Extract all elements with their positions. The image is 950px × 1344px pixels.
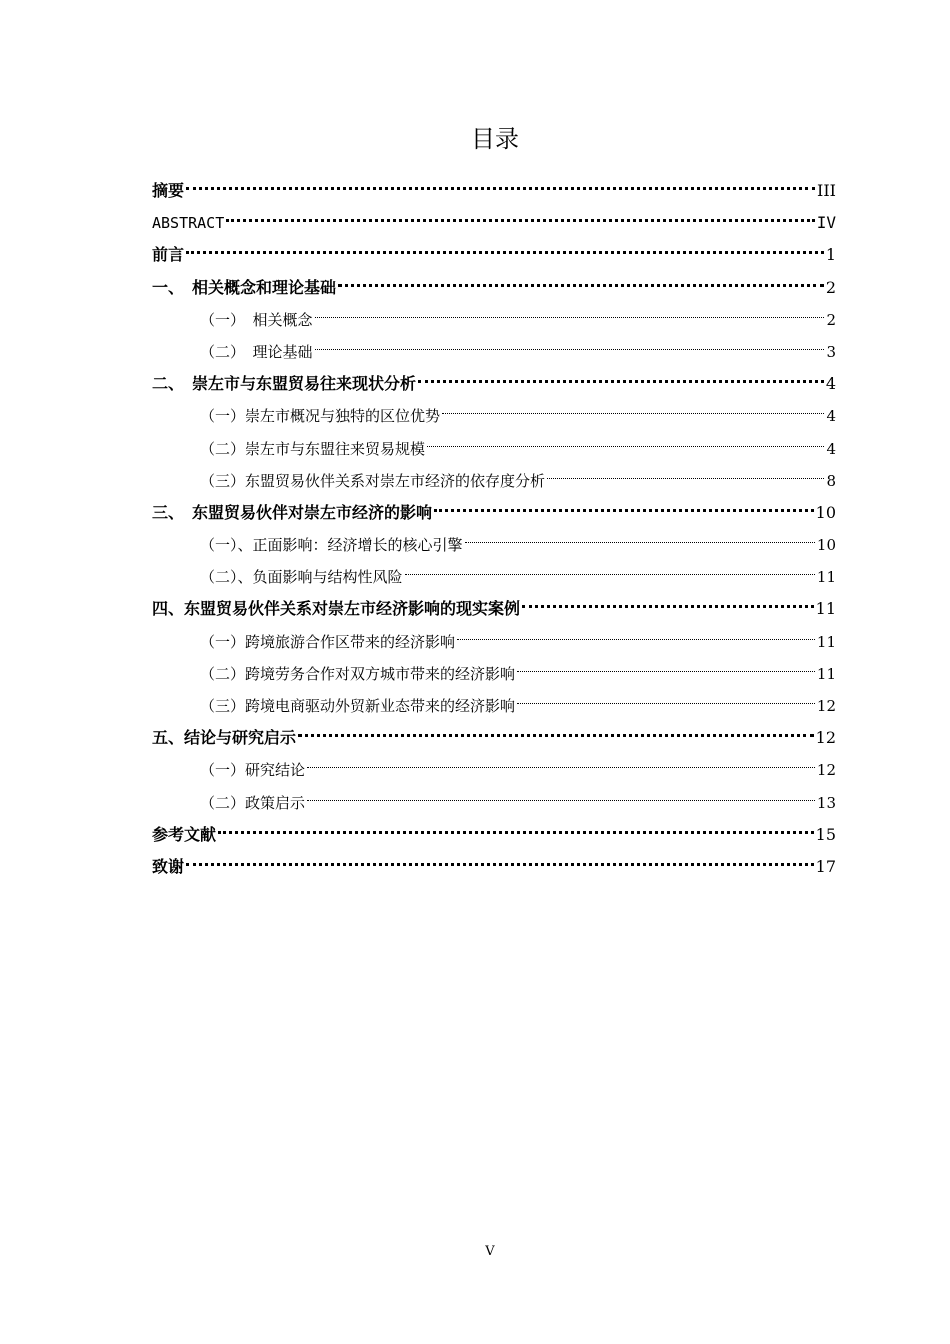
page-title: 目录 xyxy=(471,125,519,153)
page-number: V xyxy=(485,1244,495,1259)
toc-entry-label: 四、东盟贸易伙伴关系对崇左市经济影响的现实案例 xyxy=(152,599,521,619)
toc-dot-leader xyxy=(184,232,826,260)
toc-entry-label: （二）、负面影响与结构性风险 xyxy=(200,568,403,587)
toc-entry-chapter[interactable] xyxy=(152,586,836,618)
toc-entry-section[interactable] xyxy=(152,780,836,812)
toc-entry-page-number: 17 xyxy=(815,856,836,876)
toc-entry-section[interactable] xyxy=(152,297,836,329)
toc-entry-page-number: 4 xyxy=(825,374,836,394)
toc-entry-section[interactable] xyxy=(152,458,836,490)
toc-entry-label: 一、 相关概念和理论基础 xyxy=(152,277,337,297)
toc-entry-chapter[interactable] xyxy=(152,715,836,747)
toc-entry-label: 五、结论与研究启示 xyxy=(152,728,297,748)
toc-entry-page-number: IV xyxy=(816,213,836,233)
toc-entry-chapter[interactable] xyxy=(152,200,836,232)
toc-entry-page-number: 12 xyxy=(816,761,836,780)
toc-dot-leader xyxy=(416,361,826,389)
toc-entry-page-number: 10 xyxy=(816,536,836,555)
toc-entry-page-number: 4 xyxy=(826,439,836,458)
toc-entry-page-number: 2 xyxy=(826,310,836,329)
toc-entry-page-number: 10 xyxy=(815,502,836,522)
toc-entry-section[interactable] xyxy=(152,651,836,683)
toc-entry-label: （二） 理论基础 xyxy=(200,342,313,361)
toc-dot-leader xyxy=(403,554,817,582)
toc-entry-section[interactable] xyxy=(152,683,836,715)
toc-entry-page-number: 2 xyxy=(825,277,836,297)
toc-entry-label: （一） 相关概念 xyxy=(200,310,313,329)
toc-dot-leader xyxy=(515,683,817,711)
toc-entry-label: （三）东盟贸易伙伴关系对崇左市经济的依存度分析 xyxy=(200,471,546,490)
toc-dot-leader xyxy=(296,715,816,743)
toc-entry-section[interactable] xyxy=(152,554,836,586)
toc-dot-leader xyxy=(184,844,816,872)
toc-entry-page-number: 4 xyxy=(826,407,836,426)
toc-entry-label: 三、 东盟贸易伙伴对崇左市经济的影响 xyxy=(152,502,433,522)
toc-entry-label: （一）研究结论 xyxy=(200,761,306,780)
toc-entry-label: （二）政策启示 xyxy=(200,793,306,812)
toc-entry-label: （二）崇左市与东盟往来贸易规模 xyxy=(200,439,426,458)
toc-entry-section[interactable] xyxy=(152,747,836,779)
toc-dot-leader xyxy=(224,200,816,228)
toc-entry-section[interactable] xyxy=(152,522,836,554)
toc-entry-chapter[interactable] xyxy=(152,265,836,297)
toc-entry-chapter[interactable] xyxy=(152,232,836,264)
toc-entry-label: 二、 崇左市与东盟贸易往来现状分析 xyxy=(152,374,417,394)
toc-dot-leader xyxy=(515,651,817,679)
toc-dot-leader xyxy=(545,458,826,486)
toc-dot-leader xyxy=(305,747,817,775)
toc-entry-label: 致谢 xyxy=(152,856,185,876)
toc-entry-page-number: 11 xyxy=(816,632,836,651)
toc-entry-page-number: 3 xyxy=(826,342,836,361)
toc-dot-leader xyxy=(455,619,817,647)
toc-entry-section[interactable] xyxy=(152,426,836,458)
toc-entry-label: （一）跨境旅游合作区带来的经济影响 xyxy=(200,632,456,651)
toc-entry-chapter[interactable] xyxy=(152,844,836,876)
toc-dot-leader xyxy=(216,812,816,840)
toc-entry-page-number: 11 xyxy=(815,599,836,619)
toc-entry-label: （二）跨境劳务合作对双方城市带来的经济影响 xyxy=(200,664,516,683)
toc-entry-label: 前言 xyxy=(152,245,185,265)
toc-entry-label: ABSTRACT xyxy=(152,214,225,233)
toc-dot-leader xyxy=(313,297,827,325)
toc-dot-leader xyxy=(440,393,826,421)
toc-dot-leader xyxy=(520,586,816,614)
toc-dot-leader xyxy=(432,490,816,518)
toc-entry-label: 参考文献 xyxy=(152,824,217,844)
toc-entry-section[interactable] xyxy=(152,619,836,651)
toc-entry-label: （一）崇左市概况与独特的区位优势 xyxy=(200,407,441,426)
toc-entry-page-number: 12 xyxy=(815,728,836,748)
toc-dot-leader xyxy=(425,426,826,454)
toc-entry-page-number: 11 xyxy=(816,568,836,587)
toc-dot-leader xyxy=(313,329,827,357)
toc-entry-section[interactable] xyxy=(152,393,836,425)
toc-entry-chapter[interactable] xyxy=(152,490,836,522)
toc-entry-label: （三）跨境电商驱动外贸新业态带来的经济影响 xyxy=(200,697,516,715)
toc-entry-page-number: III xyxy=(817,181,836,200)
toc-entry-page-number: 11 xyxy=(816,664,836,683)
toc-entry-chapter[interactable] xyxy=(152,361,836,393)
toc-dot-leader xyxy=(305,780,817,808)
toc-dot-leader xyxy=(463,522,817,550)
toc-entry-page-number: 15 xyxy=(815,824,836,844)
toc-entry-page-number: 8 xyxy=(826,471,836,490)
toc-dot-leader xyxy=(336,265,826,293)
table-of-contents xyxy=(152,168,836,876)
toc-entry-page-number: 13 xyxy=(816,793,836,812)
toc-entry-label: （一）、正面影响：经济增长的核心引擎 xyxy=(200,536,463,555)
toc-entry-chapter[interactable] xyxy=(152,168,836,200)
toc-entry-chapter[interactable] xyxy=(152,812,836,844)
toc-entry-section[interactable] xyxy=(152,329,836,361)
toc-entry-label: 摘要 xyxy=(152,181,185,200)
toc-entry-page-number: 1 xyxy=(825,245,836,265)
toc-dot-leader xyxy=(184,168,817,196)
toc-entry-page-number: 12 xyxy=(816,697,836,715)
